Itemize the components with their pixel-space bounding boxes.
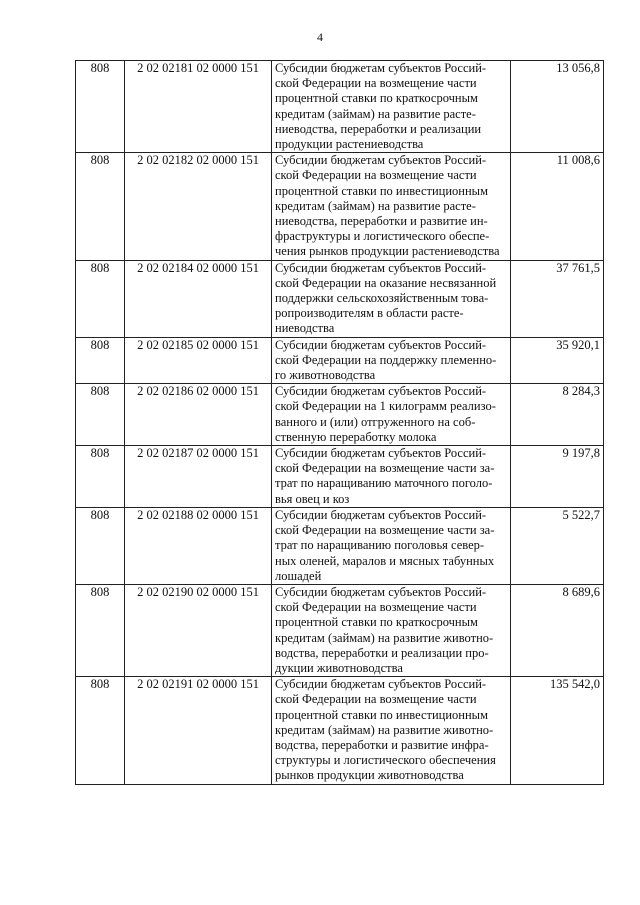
income-name-line: кредитам (займам) на развитие расте- xyxy=(275,198,476,213)
income-name-line: трат по наращиванию поголовья север- xyxy=(275,538,485,553)
income-name-line: дукции животноводства xyxy=(275,660,403,675)
income-name-line: Субсидии бюджетам субъектов Россий- xyxy=(275,260,487,275)
income-name-line: Субсидии бюджетам субъектов Россий- xyxy=(275,337,487,352)
table-row xyxy=(76,61,604,153)
income-name-line: чения рынков продукции растениеводства xyxy=(275,244,500,259)
income-name-line: лошадей xyxy=(275,568,322,583)
admin-code-cell: 808 xyxy=(76,384,125,446)
admin-code-cell: 808 xyxy=(76,584,125,676)
income-name-line: ской Федерации на возмещение части за- xyxy=(275,523,495,538)
income-name-line: процентной ставки по инвестиционным xyxy=(275,183,488,198)
income-name-line: Субсидии бюджетам субъектов Россий- xyxy=(275,384,487,399)
income-name-line: ниеводства xyxy=(275,321,335,336)
budget-code-cell: 2 02 02185 02 0000 151 xyxy=(125,337,272,384)
income-name-line: ропроизводителям в области расте- xyxy=(275,306,464,321)
income-name-line: Субсидии бюджетам субъектов Россий- xyxy=(275,584,487,599)
table-row xyxy=(76,584,604,676)
table-row xyxy=(76,446,604,508)
income-name-line: ской Федерации на оказание несвязанной xyxy=(275,275,497,290)
sum-cell: 8 689,6 xyxy=(511,584,604,676)
budget-code-cell: 2 02 02191 02 0000 151 xyxy=(125,677,272,784)
income-name-line: ванного и (или) отгруженного на соб- xyxy=(275,414,476,429)
income-name-line: ской Федерации на возмещение части xyxy=(275,168,477,183)
budget-code-cell: 2 02 02186 02 0000 151 xyxy=(125,384,272,446)
income-name-line: ской Федерации на возмещение части xyxy=(275,76,477,91)
budget-table-body xyxy=(76,61,604,785)
admin-code-cell: 808 xyxy=(76,61,125,153)
income-name-line: Субсидии бюджетам субъектов Россий- xyxy=(275,677,487,692)
income-name-line: кредитам (займам) на развитие расте- xyxy=(275,106,476,121)
table-row xyxy=(76,153,604,260)
income-name-line: го животноводства xyxy=(275,368,376,383)
income-name-line: процентной ставки по инвестиционным xyxy=(275,707,488,722)
budget-code-cell: 2 02 02182 02 0000 151 xyxy=(125,153,272,260)
income-name-line: ской Федерации на 1 килограмм реализо- xyxy=(275,399,496,414)
table-row xyxy=(76,384,604,446)
income-name-line: водства, переработки и реализации про- xyxy=(275,645,489,660)
sum-cell: 35 920,1 xyxy=(511,337,604,384)
budget-code-cell: 2 02 02187 02 0000 151 xyxy=(125,446,272,508)
admin-code-cell: 808 xyxy=(76,337,125,384)
income-name-line: структуры и логистического обеспечения xyxy=(275,753,496,768)
income-name-cell xyxy=(272,446,511,508)
budget-code-cell: 2 02 02184 02 0000 151 xyxy=(125,260,272,337)
income-name-line: Субсидии бюджетам субъектов Россий- xyxy=(275,61,487,75)
income-name-line: кредитам (займам) на развитие животно- xyxy=(275,722,494,737)
income-name-line: фраструктуры и логистического обеспе- xyxy=(275,229,490,244)
income-name-line: ственную переработку молока xyxy=(275,429,437,444)
income-name-line: продукции растениеводства xyxy=(275,137,424,152)
sum-cell: 8 284,3 xyxy=(511,384,604,446)
income-name-line: рынков продукции животноводства xyxy=(275,768,464,783)
income-name-line: трат по наращиванию маточного поголо- xyxy=(275,476,493,491)
income-name-line: поддержки сельскохозяйственным това- xyxy=(275,291,489,306)
income-name-line: Субсидии бюджетам субъектов Россий- xyxy=(275,446,487,461)
table-row xyxy=(76,507,604,584)
budget-code-cell: 2 02 02181 02 0000 151 xyxy=(125,61,272,153)
income-name-cell xyxy=(272,507,511,584)
income-name-cell xyxy=(272,337,511,384)
income-name-line: ской Федерации на возмещение части xyxy=(275,600,477,615)
admin-code-cell: 808 xyxy=(76,153,125,260)
admin-code-cell: 808 xyxy=(76,507,125,584)
sum-cell: 11 008,6 xyxy=(511,153,604,260)
table-row xyxy=(76,260,604,337)
admin-code-cell: 808 xyxy=(76,446,125,508)
income-name-cell xyxy=(272,584,511,676)
budget-code-cell: 2 02 02188 02 0000 151 xyxy=(125,507,272,584)
income-name-line: процентной ставки по краткосрочным xyxy=(275,91,478,106)
table-row xyxy=(76,337,604,384)
income-name-line: ниеводства, переработки и реализации xyxy=(275,121,482,136)
sum-cell: 13 056,8 xyxy=(511,61,604,153)
income-name-line: Субсидии бюджетам субъектов Россий- xyxy=(275,153,487,168)
sum-cell: 5 522,7 xyxy=(511,507,604,584)
sum-cell: 37 761,5 xyxy=(511,260,604,337)
table-row xyxy=(76,677,604,784)
sum-cell: 9 197,8 xyxy=(511,446,604,508)
income-name-line: ской Федерации на возмещение части за- xyxy=(275,461,495,476)
income-name-cell xyxy=(272,61,511,153)
sum-cell: 135 542,0 xyxy=(511,677,604,784)
income-name-line: водства, переработки и развитие инфра- xyxy=(275,737,489,752)
income-name-line: Субсидии бюджетам субъектов Россий- xyxy=(275,507,487,522)
admin-code-cell: 808 xyxy=(76,260,125,337)
budget-code-cell: 2 02 02190 02 0000 151 xyxy=(125,584,272,676)
income-name-line: ниеводства, переработки и развитие ин- xyxy=(275,214,488,229)
income-name-line: ных оленей, маралов и мясных табунных xyxy=(275,553,495,568)
income-name-line: вья овец и коз xyxy=(275,491,350,506)
budget-table xyxy=(75,60,604,785)
income-name-cell xyxy=(272,153,511,260)
income-name-cell xyxy=(272,384,511,446)
income-name-cell xyxy=(272,260,511,337)
income-name-cell xyxy=(272,677,511,784)
admin-code-cell: 808 xyxy=(76,677,125,784)
income-name-line: процентной ставки по краткосрочным xyxy=(275,615,478,630)
income-name-line: ской Федерации на возмещение части xyxy=(275,692,477,707)
income-name-line: ской Федерации на поддержку племенно- xyxy=(275,352,497,367)
income-name-line: кредитам (займам) на развитие животно- xyxy=(275,630,494,645)
page-number: 4 xyxy=(317,30,323,44)
